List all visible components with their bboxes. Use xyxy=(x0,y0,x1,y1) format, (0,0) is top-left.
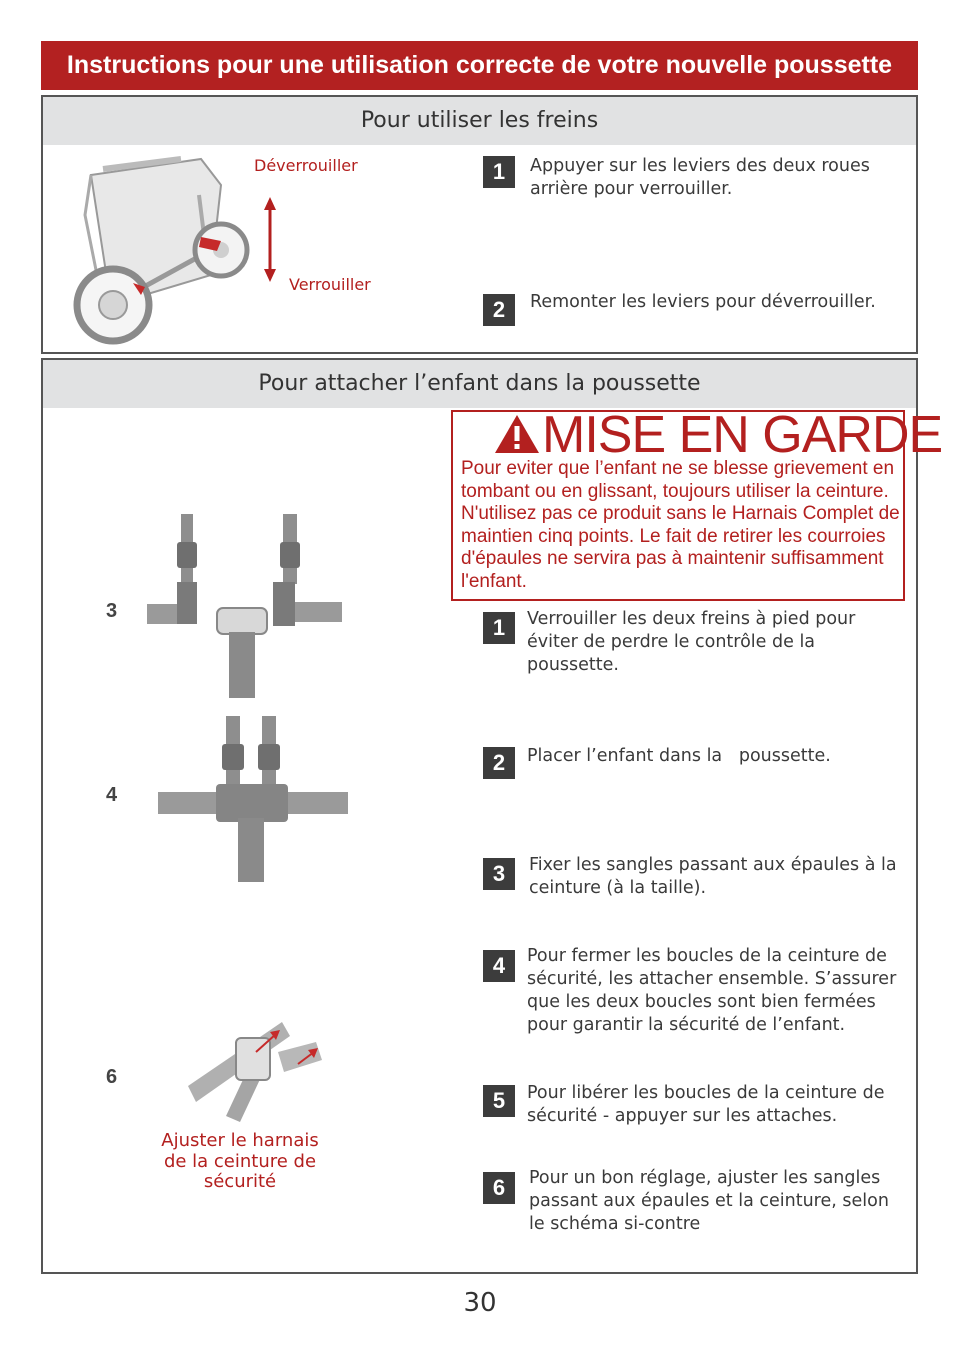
harness-step-text: Pour fermer les boucles de la ceinture de sécurité, les attacher ensemble. S’assurer que les deux boucles sont bien fermées pour garantir la sécurité de l’enfant. xyxy=(527,946,897,1035)
warning-text: Pour eviter que l’enfant ne se blesse grievement en tombant ou en glissant, toujours utiliser la ceinture. N'utilisez pas ce produit sans le Harnais Complet de maintien cinq points. Le fait de retirer les courroies d'épaules ne servira pas à maintenir suffisamment l'enfant. xyxy=(461,458,900,592)
harness-figure-4 xyxy=(156,714,350,884)
harness-step-text: Pour libérer les boucles de la ceinture de sécurité - appuyer sur les attaches. xyxy=(527,1083,885,1126)
harness-step-text: Placer l’enfant dans la poussette. xyxy=(527,746,831,766)
step-badge: 2 xyxy=(483,747,515,779)
brakes-section xyxy=(41,95,918,354)
warning-triangle-icon xyxy=(494,414,540,454)
warning-title: MISE EN GARDE xyxy=(542,406,943,464)
step-badge: 1 xyxy=(483,156,515,188)
step-badge: 1 xyxy=(483,612,515,644)
figure-label-3: 3 xyxy=(106,600,118,622)
harness-step-text: Pour un bon réglage, ajuster les sangles passant aux épaules et la ceinture, selon le schéma si-contre xyxy=(529,1168,889,1234)
page-title-banner: Instructions pour une utilisation correcte de votre nouvelle poussette xyxy=(41,41,918,90)
brakes-heading: Pour utiliser les freins xyxy=(43,97,916,145)
harness-figure-6 xyxy=(186,1012,326,1122)
brake-illustration xyxy=(71,155,251,350)
figure-label-4: 4 xyxy=(106,784,118,806)
harness-figure-3 xyxy=(145,512,345,702)
figure-label-6: 6 xyxy=(106,1066,118,1088)
page-number: 30 xyxy=(463,1288,497,1318)
harness-heading: Pour attacher l’enfant dans la poussette xyxy=(43,360,916,408)
up-down-arrow-icon xyxy=(263,197,277,282)
harness-step-text: Verrouiller les deux freins à pied pour éviter de perdre le contrôle de la poussette. xyxy=(527,609,856,675)
step-badge: 2 xyxy=(483,294,515,326)
brake-step-text: Appuyer sur les leviers des deux roues arrière pour verrouiller. xyxy=(530,156,870,199)
step-badge: 6 xyxy=(483,1172,515,1204)
harness-step-text: Fixer les sangles passant aux épaules à la ceinture (à la taille). xyxy=(529,855,897,898)
unlock-label: Déverrouiller xyxy=(254,156,358,175)
brake-step-text: Remonter les leviers pour déverrouiller. xyxy=(530,292,876,312)
step-badge: 4 xyxy=(483,950,515,982)
step-badge: 3 xyxy=(483,858,515,890)
lock-label: Verrouiller xyxy=(289,275,371,294)
step-badge: 5 xyxy=(483,1085,515,1117)
figure6-caption: Ajuster le harnais de la ceinture de sécurité xyxy=(161,1130,319,1192)
